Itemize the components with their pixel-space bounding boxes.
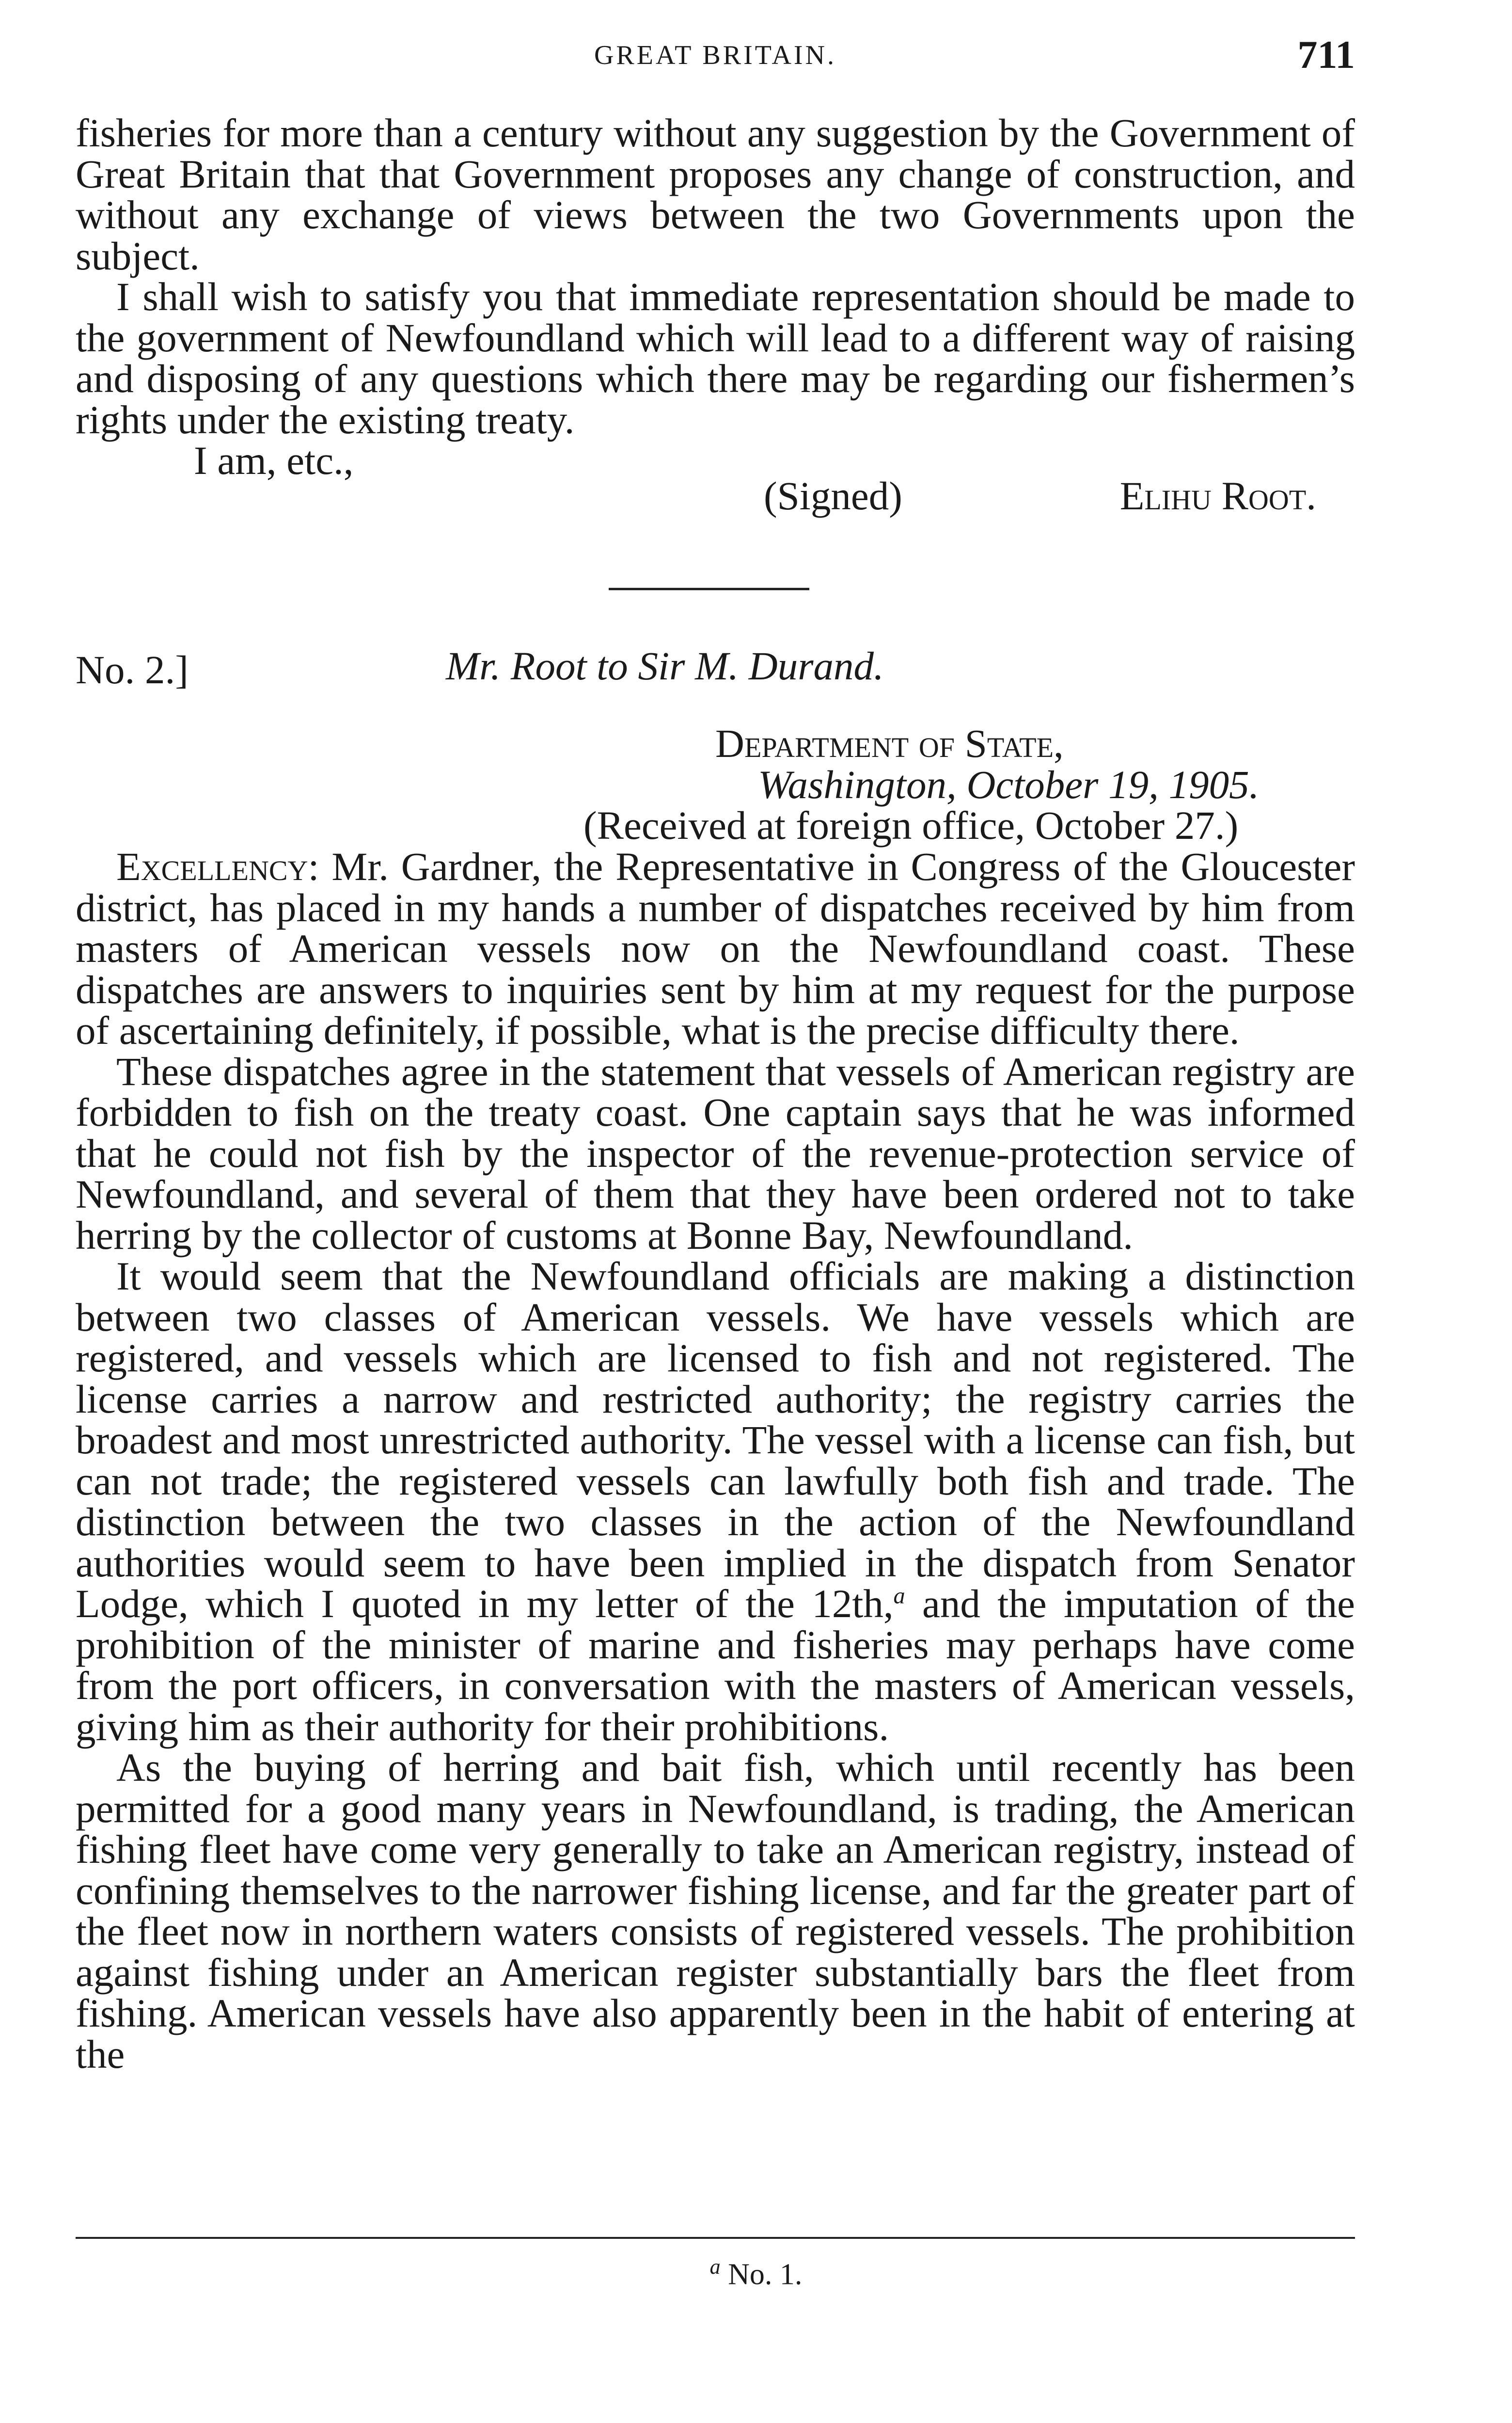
section-divider: [609, 588, 809, 590]
signer-name: Elihu Root.: [1119, 473, 1316, 518]
letter-body: [76, 846, 1355, 2075]
footnote-mark: a: [709, 2255, 721, 2279]
footnote-rule: [76, 2237, 1355, 2239]
footnote-text: No. 1.: [728, 2258, 803, 2291]
document-number: No. 2.]: [76, 647, 189, 692]
signed-label: (Signed): [764, 473, 902, 518]
paragraph: These dispatches agree in the statement that vessels of American registry are forbidden to fish on the treaty coast. One captain says that he was informed that he could not fish by the inspector of the revenue-protection service of Newfoundland, and several of them that they have been ordered not to take herring by the collector of customs at Bonne Bay, Newfoundland.: [76, 1049, 1355, 1258]
paragraph: [76, 846, 1355, 1051]
salutation: Excellency:: [116, 844, 319, 889]
dateline: [76, 723, 1355, 846]
paragraph: [76, 1256, 1355, 1747]
page-header: [76, 32, 1355, 80]
paragraph-text: and the imputation of the prohibition of the minister of marine and fisheries may perhaps have come from the port officers, in conversation with the masters of American vessels, giving him as their authority for their prohibitions.: [76, 1581, 1355, 1749]
footnote-reference[interactable]: a: [893, 1583, 905, 1609]
running-head: GREAT BRITAIN.: [594, 40, 837, 70]
received-line: (Received at foreign office, October 27.): [583, 803, 1239, 848]
document-title: Mr. Root to Sir M. Durand.: [446, 644, 884, 688]
department-line: Department of State,: [715, 721, 1064, 766]
paragraph: I shall wish to satisfy you that immediate representation should be made to the government of Newfoundland which will lead to a different way of raising and disposing of any questions which there may be regarding our fishermen’s rights under the existing treaty.: [76, 274, 1355, 442]
place-date-line: Washington, October 19, 1905.: [758, 762, 1260, 807]
footnote: [0, 2254, 1512, 2292]
paragraph: As the buying of herring and bait fish, which until recently has been permitted for a good many years in Newfoundland, is trading, the American fishing fleet have come very generally to take an American registry, instead of confining themselves to the narrower fishing license, and far the greater part of the fleet now in northern waters consists of registered vessels. The prohibition against fishing under an American register substantially bars the fleet from fishing. American vessels have also apparently been in the habit of entering at the: [76, 1745, 1355, 2077]
continued-paragraph: fisheries for more than a century without any suggestion by the Government of Great Britain that that Government proposes any change of construction, and without any exchange of views between the two Governments upon the subject.: [76, 110, 1355, 278]
continuation-text: [76, 112, 1355, 523]
paragraph-text: Mr. Gardner, the Representative in Congress of the Gloucester district, has placed in my hands a number of dispatches received by him from masters of American vessels now on the Newfoundland coast. These dispatches are answers to inquiries sent by him at my request for the purpose of ascertaining definitely, if possible, what is the precise difficulty there.: [76, 844, 1355, 1053]
closing-line: I am, etc.,: [194, 438, 354, 483]
page-number: 711: [1297, 32, 1355, 77]
signature-line: [76, 473, 1355, 523]
paragraph-text: It would seem that the Newfoundland officials are making a distinction between two classes of American vessels. We have vessels which are registered, and vessels which are licensed to fish and not registered. The license carries a narrow and restricted authority; the registry carries the broadest and most unrestricted authority. The vessel with a license can fish, but can not trade; the registered vessels can lawfully both fish and trade. The distinction between the two classes in the action of the Newfoundland authorities would seem to have been implied in the dispatch from Senator Lodge, which I quoted in my letter of the 12th,: [76, 1254, 1355, 1626]
